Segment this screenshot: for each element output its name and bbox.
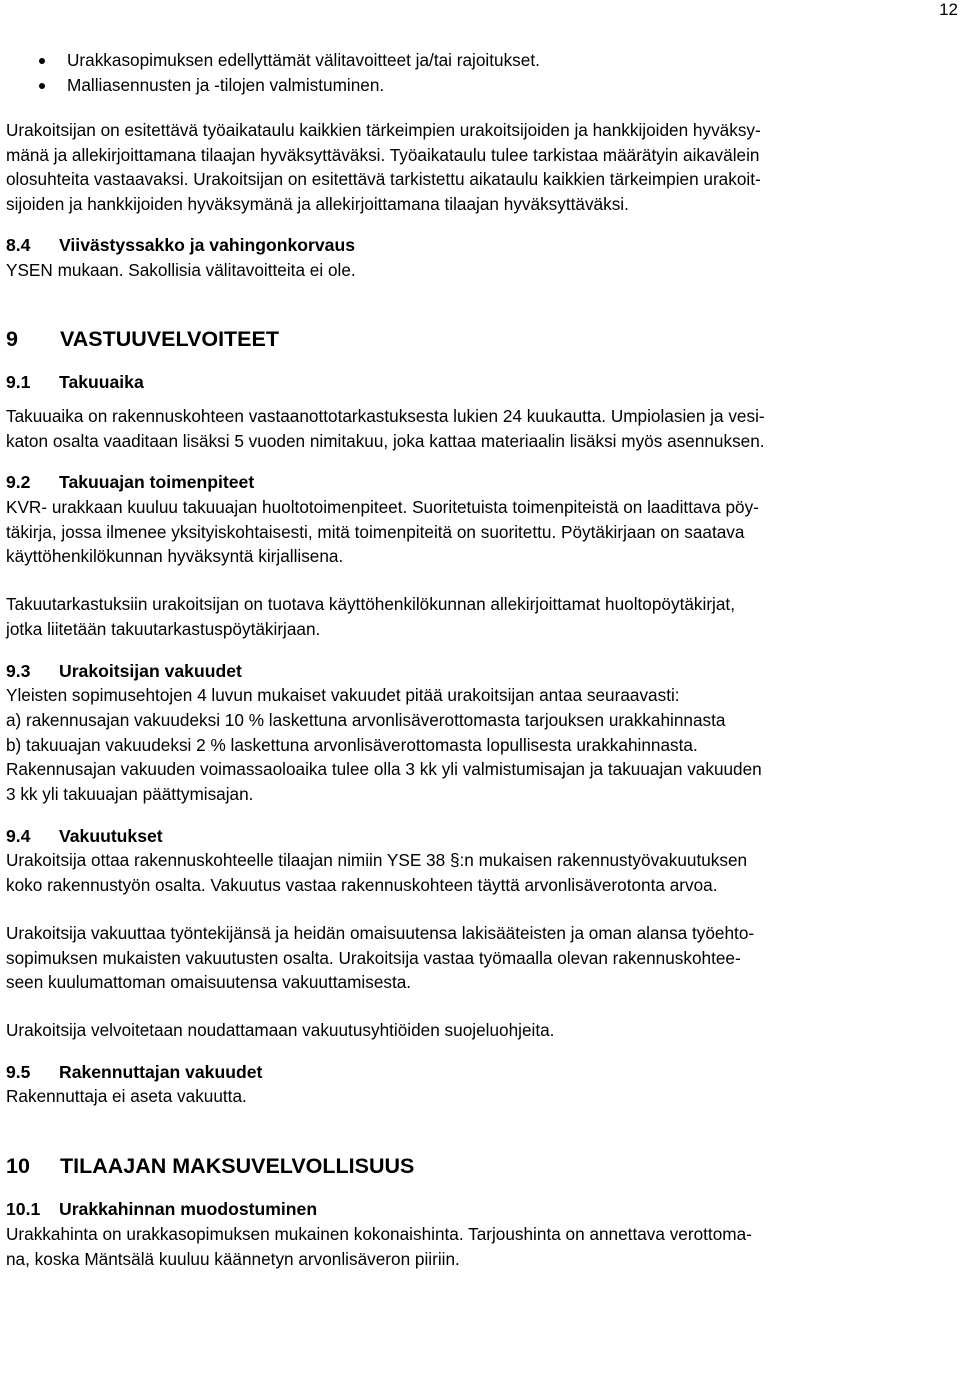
chapter-heading-9: 9 VASTUUVELVOITEET bbox=[6, 327, 279, 352]
text-line: Urakoitsija ottaa rakennuskohteelle tilaajan nimiin YSE 38 §:n mukaisen rakennustyövakuutuksen bbox=[6, 850, 748, 871]
text-line: katon osalta vaaditaan lisäksi 5 vuoden nimitakuu, joka kattaa materiaalin lisäksi myös asennuksen. bbox=[6, 430, 765, 451]
text-line: jotka liitetään takuutarkastuspöytäkirjaan. bbox=[6, 618, 321, 639]
text-line: KVR- urakkaan kuuluu takuuajan huoltotoimenpiteet. Suoritetuista toimenpiteistä on laadittava pöy- bbox=[6, 497, 759, 518]
list-item: Malliasennusten ja -tilojen valmistuminen. bbox=[6, 73, 954, 98]
section-heading-9-2: 9.2 Takuuajan toimenpiteet bbox=[6, 472, 255, 493]
intro-paragraph bbox=[6, 118, 954, 217]
text-line: sopimuksen mukaisten vakuutusten osalta. Urakoitsija vastaa työmaalla olevan rakennuskohtee- bbox=[6, 947, 741, 968]
section-heading-9-5: 9.5 Rakennuttajan vakuudet bbox=[6, 1061, 263, 1082]
chapter-heading-10: 10 TILAAJAN MAKSUVELVOLLISUUS bbox=[6, 1154, 415, 1179]
text-line: YSEN mukaan. Sakollisia välitavoitteita ei ole. bbox=[6, 259, 356, 280]
text-line: Urakoitsijan on esitettävä työaikataulu kaikkien tärkeimpien urakoitsijoiden ja hankkijoiden hyväksy- bbox=[6, 120, 761, 140]
page-number: 12 bbox=[939, 0, 958, 19]
bullet-icon bbox=[39, 83, 45, 89]
section-heading-9-1: 9.1 Takuuaika bbox=[6, 372, 144, 393]
text-line: Rakennuttaja ei aseta vakuutta. bbox=[6, 1086, 247, 1107]
text-line: 3 kk yli takuuajan päättymisajan. bbox=[6, 784, 254, 805]
text-line: Rakennusajan vakuuden voimassaoloaika tulee olla 3 kk yli valmistumisajan ja takuuajan vakuuden bbox=[6, 759, 762, 780]
section-heading-9-4: 9.4 Vakuutukset bbox=[6, 825, 163, 846]
document-body bbox=[6, 48, 954, 1271]
text-line: seen kuulumattoman omaisuutensa vakuuttamisesta. bbox=[6, 972, 412, 993]
section-heading-9-3: 9.3 Urakoitsijan vakuudet bbox=[6, 660, 242, 681]
text-line: a) rakennusajan vakuudeksi 10 % laskettuna arvonlisäverottomasta tarjouksen urakkahinnasta bbox=[6, 709, 726, 730]
bullet-list bbox=[6, 48, 954, 98]
text-line: täkirja, jossa ilmenee yksityiskohtaisesti, mitä toimenpiteitä on suoritettu. Pöytäkirjaan on saatava bbox=[6, 521, 745, 542]
text-line: mänä ja allekirjoittamana tilaajan hyväksyttäväksi. Työaikataulu tulee tarkistaa määrätyin aikavälein bbox=[6, 144, 760, 165]
text-line: olosuhteita vastaavaksi. Urakoitsijan on esitettävä tarkistettu aikataulu kaikkien tärkeimpien urakoit- bbox=[6, 169, 761, 190]
section-heading-10-1: 10.1 Urakkahinnan muodostuminen bbox=[6, 1199, 318, 1220]
text-line: koko rakennustyön osalta. Vakuutus vastaa rakennuskohteen täyttä arvonlisäverotonta arvoa. bbox=[6, 875, 718, 896]
text-line: Urakkahinta on urakkasopimuksen mukainen kokonaishinta. Tarjoushinta on annettava verottoma- bbox=[6, 1223, 752, 1244]
text-line: Yleisten sopimusehtojen 4 luvun mukaiset vakuudet pitää urakoitsijan antaa seuraavasti: bbox=[6, 685, 680, 706]
text-line: Urakoitsija velvoitetaan noudattamaan vakuutusyhtiöiden suojeluohjeita. bbox=[6, 1019, 555, 1040]
text-line: käyttöhenkilökunnan hyväksyntä kirjallisena. bbox=[6, 546, 344, 567]
bullet-icon bbox=[39, 58, 45, 64]
text-line: na, koska Mäntsälä kuuluu käännetyn arvonlisäveron piiriin. bbox=[6, 1248, 460, 1269]
text-line: Urakoitsija vakuuttaa työntekijänsä ja heidän omaisuutensa lakisääteisten ja oman alansa työehto- bbox=[6, 922, 755, 943]
section-heading-8-4: 8.4 Viivästyssakko ja vahingonkorvaus bbox=[6, 234, 355, 255]
text-line: Takuuaika on rakennuskohteen vastaanottotarkastuksesta lukien 24 kuukautta. Umpiolasien ja vesi- bbox=[6, 405, 765, 426]
text-line: Takuutarkastuksiin urakoitsijan on tuotava käyttöhenkilökunnan allekirjoittamat huoltopöytäkirjat, bbox=[6, 594, 735, 615]
list-item: Urakkasopimuksen edellyttämät välitavoitteet ja/tai rajoitukset. bbox=[6, 48, 954, 73]
text-line: b) takuuajan vakuudeksi 2 % laskettuna arvonlisäverottomasta lopullisesta urakkahinnasta. bbox=[6, 734, 698, 755]
text-line: sijoiden ja hankkijoiden hyväksymänä ja allekirjoittamana tilaajan hyväksyttäväksi. bbox=[6, 194, 629, 215]
